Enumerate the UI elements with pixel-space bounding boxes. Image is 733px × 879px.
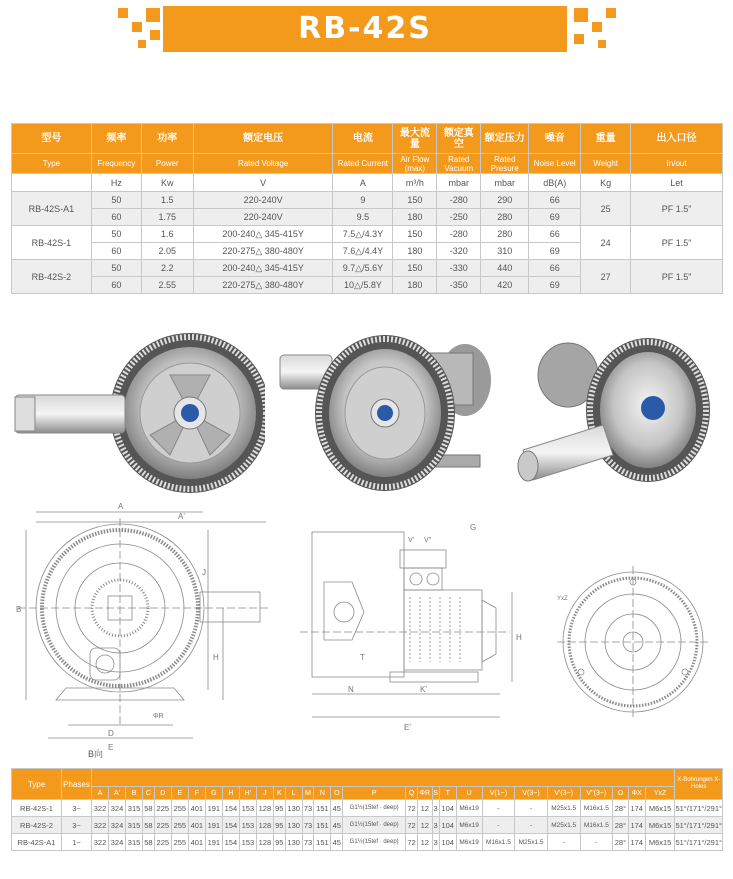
dim-value: - <box>515 817 548 834</box>
spec-header-cn: 额定电压 <box>193 124 333 154</box>
dim-value: 12 <box>417 800 432 817</box>
dim-row <box>12 800 723 817</box>
spec-cell-v: 200-240△ 345-415Y <box>193 260 333 277</box>
dim-label: YxZ <box>557 596 568 602</box>
dim-col-header: J <box>256 787 273 800</box>
dim-type: RB-42S-2 <box>12 817 62 834</box>
dim-label: J <box>202 568 206 577</box>
spec-cell-vac: -280 <box>437 226 481 243</box>
dim-row <box>12 817 723 834</box>
spec-unit: Hz <box>91 174 141 192</box>
spec-cell-noise: 66 <box>529 226 581 243</box>
spec-cell-noise: 69 <box>529 209 581 226</box>
dim-col-header: A <box>92 787 109 800</box>
spec-unit: Kg <box>581 174 631 192</box>
dim-value: 324 <box>109 834 126 851</box>
spec-cell-v: 220-275△ 380-480Y <box>193 277 333 294</box>
front-view-drawing <box>8 500 278 762</box>
dim-col-header: N <box>314 787 331 800</box>
dim-label: G <box>470 523 477 532</box>
spec-model-type: RB-42S-1 <box>12 226 92 260</box>
dim-value: 28° <box>613 834 629 851</box>
dim-col-header: YxZ <box>645 787 675 800</box>
spec-cell-flow: 150 <box>393 192 437 209</box>
spec-unit: m³/h <box>393 174 437 192</box>
dim-value: 324 <box>109 800 126 817</box>
dim-value: 315 <box>126 800 143 817</box>
dim-value: 3 <box>432 817 439 834</box>
dim-value: 58 <box>143 834 155 851</box>
dim-label: T <box>360 653 365 662</box>
dim-value: 322 <box>92 834 109 851</box>
spec-cell-vac: -330 <box>437 260 481 277</box>
dim-value: 3 <box>432 800 439 817</box>
dim-col-header: V(3~) <box>515 787 548 800</box>
dim-col-header: K <box>273 787 285 800</box>
dim-header-blank <box>92 769 675 787</box>
dim-value: 128 <box>256 834 273 851</box>
spec-cell-noise: 66 <box>529 260 581 277</box>
spec-cell-hz: 60 <box>91 243 141 260</box>
dim-value: - <box>482 800 515 817</box>
decor-square <box>132 22 142 32</box>
dim-value: 154 <box>222 834 239 851</box>
dim-label: V'' <box>424 537 432 544</box>
dim-value: 72 <box>406 800 418 817</box>
spec-cell-noise: 69 <box>529 277 581 294</box>
dim-label: B <box>16 605 22 614</box>
spec-cell-kw: 2.05 <box>141 243 193 260</box>
spec-unit: mbar <box>437 174 481 192</box>
decor-square <box>606 8 616 18</box>
dim-value: 45 <box>331 800 343 817</box>
dim-phases: 1~ <box>62 834 92 851</box>
decor-square <box>574 34 584 44</box>
dim-value: M16x1.5 <box>580 800 613 817</box>
dim-col-header: C <box>143 787 155 800</box>
dim-value: 104 <box>439 817 456 834</box>
dim-value: 151 <box>314 834 331 851</box>
dim-value: - <box>580 834 613 851</box>
spec-cell-hz: 50 <box>91 192 141 209</box>
dim-label: D <box>108 729 114 738</box>
spec-cell-kw: 1.75 <box>141 209 193 226</box>
dim-x-holes: 51°/171°/291° <box>675 800 723 817</box>
dim-value: 28° <box>613 800 629 817</box>
dim-value: 128 <box>256 817 273 834</box>
spec-cell-kw: 2.55 <box>141 277 193 294</box>
dim-value: 174 <box>628 800 645 817</box>
view-label: B向 <box>88 749 104 759</box>
dim-header-xnote: X-Bohrungen X-Holes <box>675 769 723 800</box>
dim-value: G1½(15tef · deep) <box>343 817 406 834</box>
dimension-table <box>11 768 723 851</box>
dim-value: 45 <box>331 817 343 834</box>
back-view-drawing <box>553 562 713 722</box>
spec-unit: dB(A) <box>529 174 581 192</box>
spec-row <box>12 192 723 209</box>
spec-unit-blank <box>12 174 92 192</box>
dim-col-header: ΦX <box>628 787 645 800</box>
dim-value: 255 <box>171 817 188 834</box>
spec-weight: 24 <box>581 226 631 260</box>
dim-value: 401 <box>188 817 205 834</box>
spec-port: PF 1.5" <box>631 192 723 226</box>
dim-header-type: Type <box>12 769 62 800</box>
dim-value: M25x1.5 <box>547 800 580 817</box>
dim-label: A' <box>178 512 185 521</box>
dim-value: 58 <box>143 817 155 834</box>
spec-cell-pres: 290 <box>481 192 529 209</box>
dim-label: A <box>118 502 124 511</box>
dim-value: G1½(15tef · deep) <box>343 834 406 851</box>
dim-col-header: G <box>205 787 222 800</box>
spec-header-cn: 额定压力 <box>481 124 529 154</box>
spec-cell-kw: 1.5 <box>141 192 193 209</box>
blower-photo-rear-angle <box>513 330 723 495</box>
dim-header-phases: Phases <box>62 769 92 800</box>
dim-col-header: S <box>432 787 439 800</box>
dim-col-header: F <box>188 787 205 800</box>
spec-header-cn: 频率 <box>91 124 141 154</box>
dim-value: 73 <box>302 817 314 834</box>
dim-value: M6x19 <box>456 834 482 851</box>
dim-value: 225 <box>154 817 171 834</box>
spec-cell-kw: 2.2 <box>141 260 193 277</box>
dim-value: - <box>482 817 515 834</box>
dim-value: 151 <box>314 817 331 834</box>
dim-value: 401 <box>188 834 205 851</box>
spec-header-en: Type <box>12 154 92 174</box>
dim-label: H <box>213 653 219 662</box>
spec-header-cn: 功率 <box>141 124 193 154</box>
dim-value: 130 <box>285 834 302 851</box>
blower-photo-front-angle <box>275 325 505 495</box>
dim-value: 191 <box>205 800 222 817</box>
dim-value: M6x19 <box>456 817 482 834</box>
spec-header-cn: 最大流量 <box>393 124 437 154</box>
spec-header-cn: 型号 <box>12 124 92 154</box>
dim-value: 72 <box>406 817 418 834</box>
decor-square <box>138 40 146 48</box>
spec-cell-pres: 310 <box>481 243 529 260</box>
spec-header-en: In/out <box>631 154 723 174</box>
decor-square <box>146 8 160 22</box>
dim-value: 255 <box>171 834 188 851</box>
spec-header-en: Rated Presure <box>481 154 529 174</box>
dim-col-header: O <box>331 787 343 800</box>
spec-cell-flow: 180 <box>393 277 437 294</box>
dim-label: E <box>108 743 114 752</box>
spec-header-en: Rated Voltage <box>193 154 333 174</box>
spec-weight: 25 <box>581 192 631 226</box>
spec-cell-hz: 50 <box>91 226 141 243</box>
spec-header-cn: 重量 <box>581 124 631 154</box>
dim-col-header: L <box>285 787 302 800</box>
dim-value: 153 <box>239 817 256 834</box>
spec-cell-hz: 50 <box>91 260 141 277</box>
dim-value: 255 <box>171 800 188 817</box>
dim-value: M25x1.5 <box>547 817 580 834</box>
spec-cell-a: 7.6△/4.4Y <box>333 243 393 260</box>
spec-cell-pres: 420 <box>481 277 529 294</box>
dim-label: V' <box>408 537 415 544</box>
dim-col-header: V''(3~) <box>580 787 613 800</box>
spec-cell-vac: -320 <box>437 243 481 260</box>
dim-label: H <box>516 633 522 642</box>
dim-type: RB-42S-A1 <box>12 834 62 851</box>
spec-unit: A <box>333 174 393 192</box>
dim-value: 153 <box>239 800 256 817</box>
spec-port: PF 1.5" <box>631 226 723 260</box>
spec-header-en: Power <box>141 154 193 174</box>
spec-header-cn: 出入口径 <box>631 124 723 154</box>
dim-col-header: T <box>439 787 456 800</box>
dim-phases: 3~ <box>62 800 92 817</box>
spec-cell-flow: 180 <box>393 209 437 226</box>
spec-model-type: RB-42S-2 <box>12 260 92 294</box>
dim-col-header: E <box>171 787 188 800</box>
dim-value: 225 <box>154 800 171 817</box>
decor-square <box>574 8 588 22</box>
dim-value: - <box>547 834 580 851</box>
spec-header-cn: 额定真空 <box>437 124 481 154</box>
spec-header-en: Frequency <box>91 154 141 174</box>
dim-value: M6x15 <box>645 834 675 851</box>
dim-col-header: Ω <box>613 787 629 800</box>
dim-value: 322 <box>92 800 109 817</box>
spec-cell-hz: 60 <box>91 209 141 226</box>
dim-col-header: V(1~) <box>482 787 515 800</box>
spec-cell-flow: 150 <box>393 260 437 277</box>
decor-square <box>598 40 606 48</box>
dim-col-header: ΦR <box>417 787 432 800</box>
dim-value: 401 <box>188 800 205 817</box>
dim-value: 315 <box>126 834 143 851</box>
spec-cell-pres: 440 <box>481 260 529 277</box>
dim-type: RB-42S-1 <box>12 800 62 817</box>
dim-col-header: B <box>126 787 143 800</box>
dim-col-header: A' <box>109 787 126 800</box>
decor-square <box>118 8 128 18</box>
dim-value: 191 <box>205 817 222 834</box>
spec-cell-pres: 280 <box>481 209 529 226</box>
spec-cell-a: 9.7△/5.6Y <box>333 260 393 277</box>
dim-value: 322 <box>92 817 109 834</box>
spec-header-en: Noise Level <box>529 154 581 174</box>
spec-unit: Kw <box>141 174 193 192</box>
dim-value: 174 <box>628 834 645 851</box>
spec-cell-pres: 280 <box>481 226 529 243</box>
dim-value: 95 <box>273 834 285 851</box>
spec-row <box>12 260 723 277</box>
dim-value: 73 <box>302 834 314 851</box>
spec-model-type: RB-42S-A1 <box>12 192 92 226</box>
dim-label: N <box>348 685 354 694</box>
dim-value: 191 <box>205 834 222 851</box>
spec-cell-vac: -280 <box>437 192 481 209</box>
spec-header-en: Rated Vacuum <box>437 154 481 174</box>
dim-col-header: U <box>456 787 482 800</box>
dim-value: 174 <box>628 817 645 834</box>
dim-col-header: H' <box>239 787 256 800</box>
page-title: RB-42S <box>298 11 432 46</box>
spec-cell-v: 220-240V <box>193 192 333 209</box>
spec-cell-v: 200-240△ 345-415Y <box>193 226 333 243</box>
dim-value: M16x1.5 <box>482 834 515 851</box>
dim-value: 95 <box>273 817 285 834</box>
dim-value: - <box>515 800 548 817</box>
spec-unit: V <box>193 174 333 192</box>
dim-row <box>12 834 723 851</box>
spec-cell-noise: 66 <box>529 192 581 209</box>
spec-cell-hz: 60 <box>91 277 141 294</box>
dim-x-holes: 51°/171°/291° <box>675 817 723 834</box>
spec-unit: Let <box>631 174 723 192</box>
dim-value: M25x1.5 <box>515 834 548 851</box>
spec-header-en: Air Flow (max) <box>393 154 437 174</box>
dim-label: ΦR <box>153 713 164 720</box>
side-view-drawing <box>300 512 540 742</box>
decor-square <box>150 30 160 40</box>
dim-value: M6x15 <box>645 800 675 817</box>
dim-label: E' <box>404 723 411 732</box>
dim-col-header: P <box>343 787 406 800</box>
dim-col-header: Q <box>406 787 418 800</box>
dim-value: G1½(15tef · deep) <box>343 800 406 817</box>
dim-value: 130 <box>285 800 302 817</box>
dim-value: 128 <box>256 800 273 817</box>
dim-value: 104 <box>439 834 456 851</box>
dim-value: 104 <box>439 800 456 817</box>
spec-weight: 27 <box>581 260 631 294</box>
dim-col-header: D <box>154 787 171 800</box>
dim-value: 45 <box>331 834 343 851</box>
spec-header-en: Rated Current <box>333 154 393 174</box>
dim-value: 154 <box>222 817 239 834</box>
dim-value: M16x1.5 <box>580 817 613 834</box>
dim-value: 3 <box>432 834 439 851</box>
dim-value: 72 <box>406 834 418 851</box>
dim-value: 153 <box>239 834 256 851</box>
dim-value: 73 <box>302 800 314 817</box>
dim-col-header: V'(3~) <box>547 787 580 800</box>
spec-cell-noise: 69 <box>529 243 581 260</box>
spec-cell-v: 220-275△ 380-480Y <box>193 243 333 260</box>
spec-cell-a: 9.5 <box>333 209 393 226</box>
decor-square <box>592 22 602 32</box>
spec-header-en: Weight <box>581 154 631 174</box>
spec-cell-vac: -250 <box>437 209 481 226</box>
spec-row <box>12 226 723 243</box>
spec-port: PF 1.5" <box>631 260 723 294</box>
dim-value: 154 <box>222 800 239 817</box>
dim-value: 58 <box>143 800 155 817</box>
spec-cell-v: 220-240V <box>193 209 333 226</box>
dim-value: 315 <box>126 817 143 834</box>
spec-table <box>11 123 723 294</box>
spec-cell-a: 7.5△/4.3Y <box>333 226 393 243</box>
dim-value: 130 <box>285 817 302 834</box>
dim-value: 28° <box>613 817 629 834</box>
dim-col-header: H <box>222 787 239 800</box>
spec-unit: mbar <box>481 174 529 192</box>
spec-cell-flow: 150 <box>393 226 437 243</box>
dim-value: 324 <box>109 817 126 834</box>
page-header <box>0 0 733 60</box>
spec-cell-a: 10△/5.8Y <box>333 277 393 294</box>
dim-label: K' <box>420 685 427 694</box>
spec-cell-vac: -350 <box>437 277 481 294</box>
dim-value: 225 <box>154 834 171 851</box>
dim-phases: 3~ <box>62 817 92 834</box>
dim-value: 12 <box>417 834 432 851</box>
spec-header-cn: 电流 <box>333 124 393 154</box>
spec-header-cn: 噪音 <box>529 124 581 154</box>
spec-cell-kw: 1.6 <box>141 226 193 243</box>
spec-cell-a: 9 <box>333 192 393 209</box>
dim-value: 151 <box>314 800 331 817</box>
dim-value: 95 <box>273 800 285 817</box>
dim-value: 12 <box>417 817 432 834</box>
dim-x-holes: 51°/171°/291° <box>675 834 723 851</box>
dim-value: M6x19 <box>456 800 482 817</box>
blower-photo-side <box>10 325 265 495</box>
dim-col-header: M <box>302 787 314 800</box>
dim-value: M6x15 <box>645 817 675 834</box>
spec-cell-flow: 180 <box>393 243 437 260</box>
